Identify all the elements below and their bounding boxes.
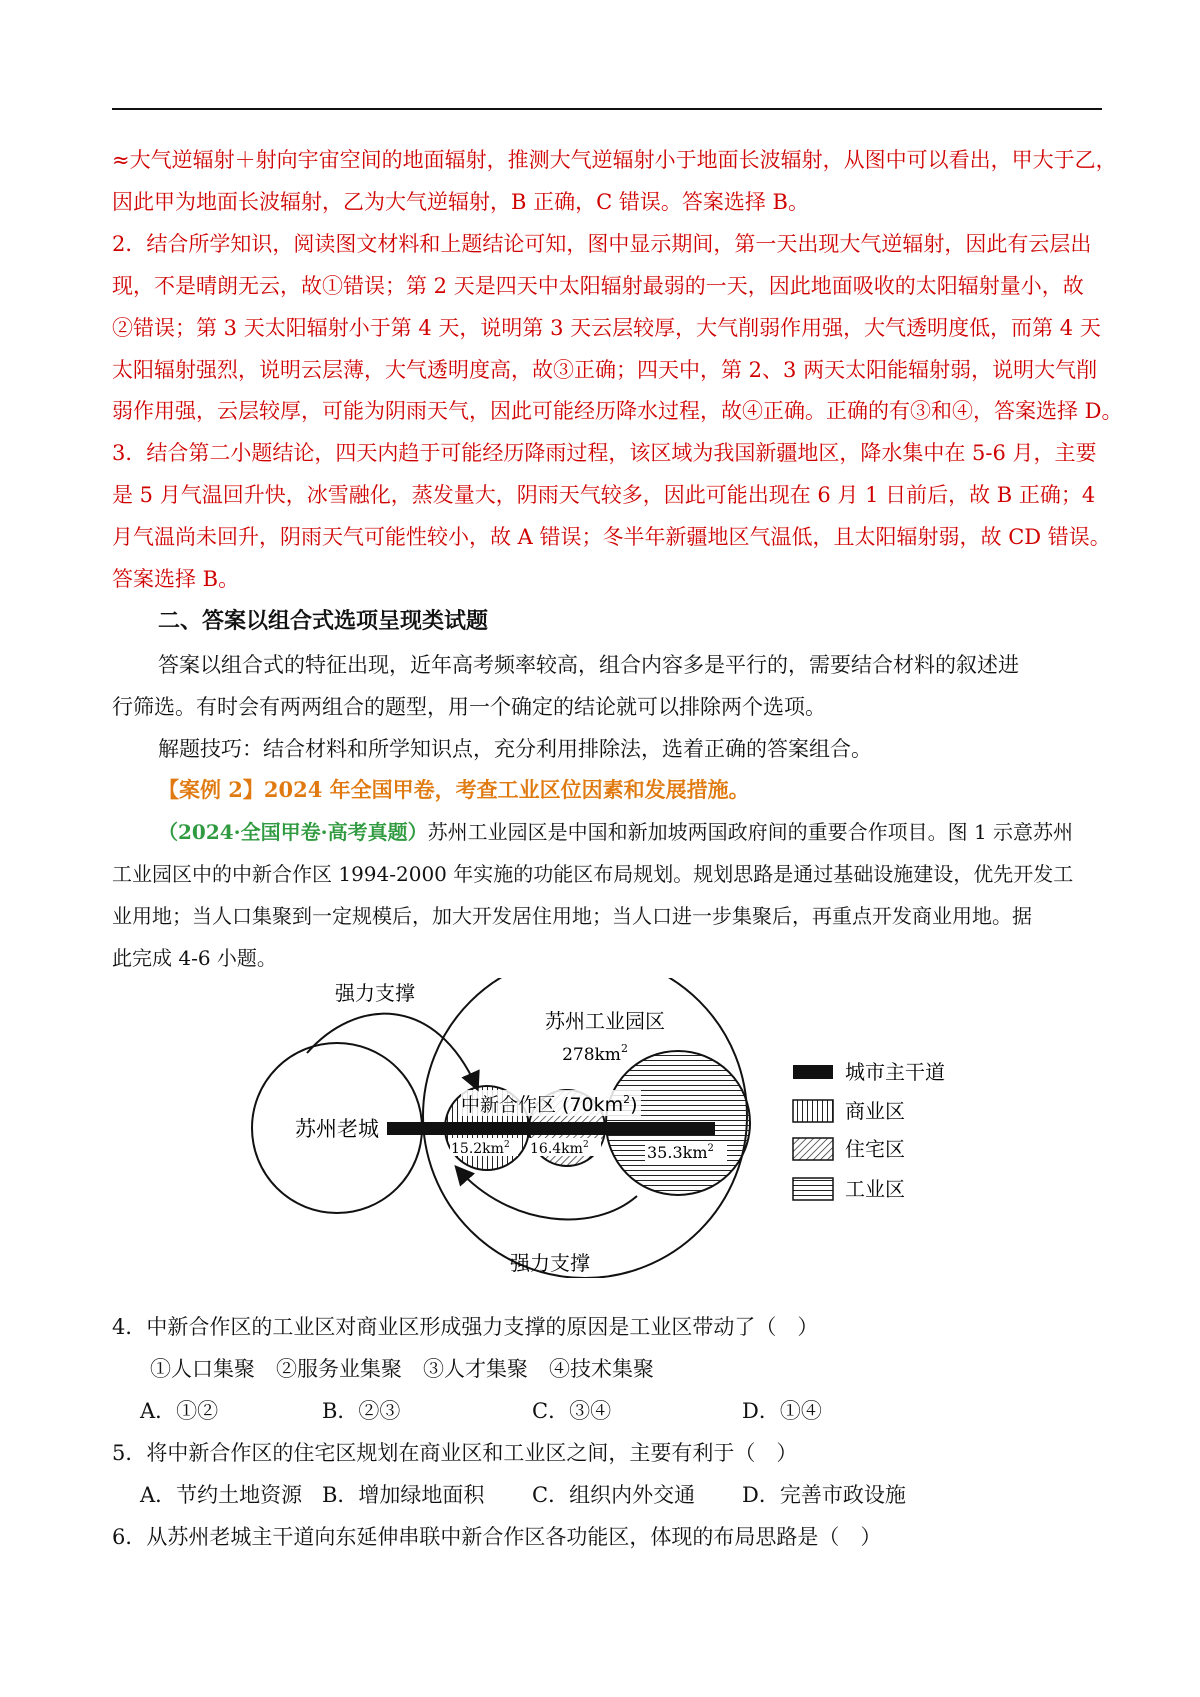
legend-industrial-swatch (793, 1178, 833, 1200)
solving-tip: 解题技巧：结合材料和所学知识点，充分利用排除法，选着正确的答案组合。 (158, 737, 872, 761)
source-tag: （2024·全国甲卷·高考真题） (158, 820, 428, 844)
legend-road-swatch (793, 1065, 833, 1079)
explanation-line-4: 现，不是晴朗无云，故①错误；第 2 天是四天中太阳辐射最弱的一天，因此地面吸收的太阳辐射量小，故 (112, 274, 1084, 298)
explanation-line-5: ②错误；第 3 天太阳辐射小于第 4 天，说明第 3 天云层较厚，大气削弱作用强，大气透明度低，而第 4 天 (112, 316, 1101, 340)
material-line-4: 此完成 4-6 小题。 (112, 946, 277, 970)
commercial-area-label: $15.2km^2$ (451, 1140, 510, 1157)
explanation-line-6: 太阳辐射强烈，说明云层薄，大气透明度高，故③正确；四天中，第 2、3 两天太阳能辐射弱，说明大气削 (112, 358, 1098, 382)
explanation-line-8: 3．结合第二小题结论，四天内趋于可能经历降雨过程，该区域为我国新疆地区，降水集中在 5-6 月，主要 (112, 441, 1097, 465)
suzhou-park-diagram (245, 978, 965, 1278)
material-text-1: 苏州工业园区是中国和新加坡两国政府间的重要合作项目。图 1 示意苏州 (427, 820, 1074, 844)
explanation-line-3: 2．结合所学知识，阅读图文材料和上题结论可知，图中显示期间，第一天出现大气逆辐射，因此有云层出 (112, 232, 1092, 256)
explanation-line-7: 弱作用强，云层较厚，可能为阴雨天气，因此可能经历降水过程，故④正确。正确的有③和④，答案选择 D。 (112, 399, 1123, 423)
legend-industrial-label: 工业区 (845, 1177, 905, 1201)
legend-commercial-swatch (793, 1100, 833, 1122)
question-6: 6．从苏州老城主干道向东延伸串联中新合作区各功能区，体现的布局思路是（ ） (112, 1525, 882, 1549)
explanation-line-10: 月气温尚未回升，阴雨天气可能性较小，故 A 错误；冬半年新疆地区气温低，且太阳辐射弱，故 CD 错误。 (112, 525, 1111, 549)
industrial-area-label: $35.3km^2$ (647, 1143, 714, 1162)
support-top-label: 强力支撑 (335, 981, 415, 1005)
support-bottom-label: 强力支撑 (510, 1251, 590, 1275)
residential-area-label: $16.4km^2$ (530, 1140, 589, 1157)
question-5: 5．将中新合作区的住宅区规划在商业区和工业区之间，主要有利于（ ） (112, 1441, 798, 1465)
bottom-support-arrow (457, 1168, 637, 1219)
question-4: 4．中新合作区的工业区对商业区形成强力支撑的原因是工业区带动了（ ） (112, 1315, 819, 1339)
explanation-line-2: 因此甲为地面长波辐射，乙为大气逆辐射，B 正确，C 错误。答案选择 B。 (112, 190, 809, 214)
material-line-1 (158, 818, 1073, 846)
old-city-label: 苏州老城 (295, 1117, 379, 1141)
case-label: 【案例 2】2024 年全国甲卷，考查工业区位因素和发展措施。 (158, 777, 750, 802)
section-para-1: 答案以组合式的特征出现，近年高考频率较高，组合内容多是平行的，需要结合材料的叙述进 (158, 653, 1019, 677)
legend-residential-swatch (793, 1138, 833, 1160)
question-4-option-d[interactable]: D．①④ (742, 1399, 822, 1423)
legend-road-label: 城市主干道 (845, 1060, 945, 1084)
section-para-2: 行筛选。有时会有两两组合的题型，用一个确定的结论就可以排除两个选项。 (112, 695, 826, 719)
park-area-label: $278km^2$ (562, 1042, 628, 1065)
question-4-option-c[interactable]: C．③④ (532, 1399, 612, 1423)
park-name-label: 苏州工业园区 (545, 1009, 665, 1033)
explanation-line-9: 是 5 月气温回升快，冰雪融化，蒸发量大，阴雨天气较多，因此可能出现在 6 月 1 日前后，故 B 正确；4 (112, 483, 1096, 507)
material-line-3: 业用地；当人口集聚到一定规模后，加大开发居住用地；当人口进一步集聚后，再重点开发商业用地。据 (112, 904, 1032, 928)
explanation-line-1: ≈大气逆辐射＋射向宇宙空间的地面辐射，推测大气逆辐射小于地面长波辐射，从图中可以看出，甲大于乙， (112, 148, 1117, 172)
explanation-line-11: 答案选择 B。 (112, 567, 240, 591)
coop-zone-label: 中新合作区 $(70km^2)$ (461, 1093, 638, 1116)
question-5-option-a[interactable]: A．节约土地资源 (140, 1483, 303, 1507)
legend-residential-label: 住宅区 (845, 1137, 905, 1161)
legend (793, 1060, 945, 1201)
question-5-option-c[interactable]: C．组织内外交通 (532, 1483, 696, 1507)
section-heading: 二、答案以组合式选项呈现类试题 (158, 609, 489, 634)
question-4-items: ①人口集聚 ②服务业集聚 ③人才集聚 ④技术集聚 (150, 1357, 654, 1381)
main-road (387, 1122, 715, 1135)
question-5-option-d[interactable]: D．完善市政设施 (742, 1483, 906, 1507)
question-4-option-b[interactable]: B．②③ (322, 1399, 401, 1423)
material-line-2: 工业园区中的中新合作区 1994-2000 年实施的功能区布局规划。规划思路是通过基础设施建设，优先开发工 (112, 862, 1074, 886)
header-rule (112, 108, 1102, 110)
question-4-option-a[interactable]: A．①② (140, 1399, 219, 1423)
legend-commercial-label: 商业区 (845, 1099, 905, 1123)
question-5-option-b[interactable]: B．增加绿地面积 (322, 1483, 485, 1507)
